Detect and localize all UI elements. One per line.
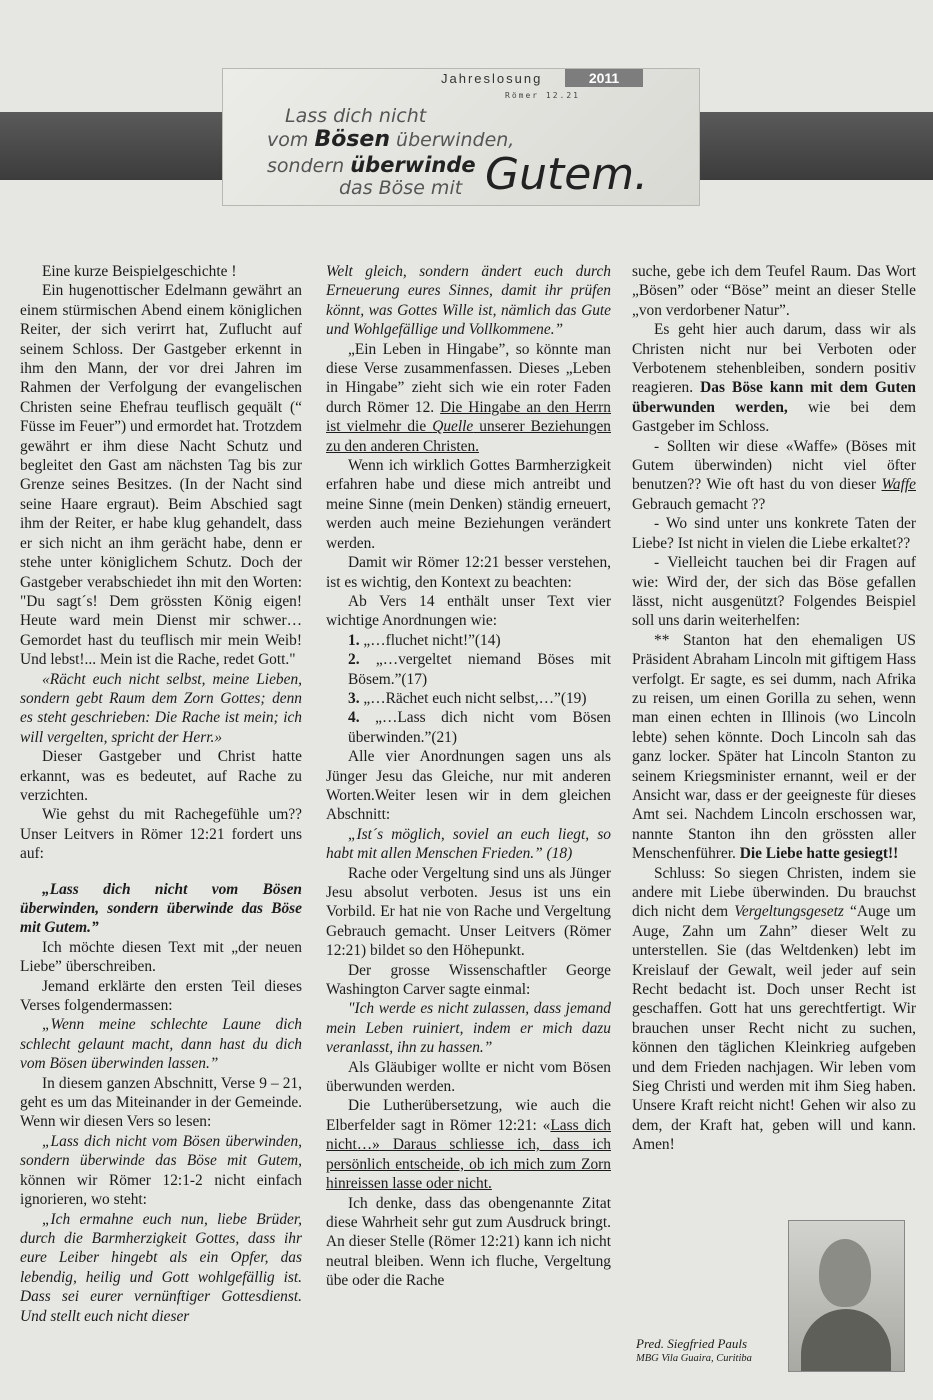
jahreslosung-label: Jahreslosung bbox=[441, 71, 543, 86]
quote: «Rächt euch nicht selbst, meine Lieben, sondern gebt Raum dem Zorn Gottes; denn es steht geschrieben: Die Rache ist mein; ich will vergelten, spricht der Herr.» bbox=[20, 670, 302, 746]
paragraph: - Sollten wir diese «Waffe» (Böses mit Gutem überwinden) nicht viel öfter benutzen?? Wie oft hast du von dieser Waffe Gebrauch gemacht ?? bbox=[632, 437, 916, 513]
author-photo bbox=[788, 1220, 905, 1372]
paragraph: Der grosse Wissenschaftler George Washington Carver sagte einmal: bbox=[326, 961, 611, 999]
paragraph: „Ein Leben in Hingabe”, so könnte man diese Verse zusammenfassen. Dieses „Leben in Hingabe” zieht sich wie ein roter Faden durch Römer 12. Die Hingabe an den Herrn ist vielmehr die Quelle unserer Beziehungen zu den anderen Christen. bbox=[326, 340, 611, 455]
motto-line-4: das Böse mit bbox=[339, 177, 463, 199]
header-band-right bbox=[700, 112, 933, 180]
year-badge: 2011 bbox=[565, 69, 643, 87]
paragraph: Es geht hier auch darum, dass wir als Christen nicht nur bei Verboten oder Verbotenem stehenbleiben, sondern positiv reagieren. Das Böse kann mit dem Guten überwunden werden, wie bei dem Gastgeber im Schloss. bbox=[632, 321, 916, 436]
motto-line-3: sondern überwinde bbox=[267, 153, 476, 177]
paragraph: - Vielleicht tauchen bei dir Fragen auf wie: Wird der, der sich das Böse gefallen lässt, nicht ausgenützt? Folgendes Beispiel soll uns darin weiterhelfen: bbox=[632, 554, 916, 630]
quote: "Ich werde es nicht zulassen, dass jemand mein Leben ruiniert, indem er mich dazu veranlasst, ihn zu hassen.” bbox=[326, 1000, 611, 1057]
paragraph: Rache oder Vergeltung sind uns als Jünger Jesu absolut verboten. Jesus ist uns ein Vorbild. Er hat nie von Rache und Vergeltung Gebrauch gemacht. Unser Leitvers (Römer 12:21) bildet so den Höhepunkt. bbox=[326, 864, 611, 960]
paragraph: Wenn ich wirklich Gottes Barmherzigkeit erfahren habe und diese mich antreibt und meine Sinne (mein Denken) ständig erneuert, werden auch meine Beziehungen verändert werden. bbox=[326, 457, 611, 552]
motto-line-1: Lass dich nicht bbox=[285, 105, 427, 127]
ordinance-list bbox=[326, 631, 611, 747]
paragraph: Ich möchte diesen Text mit „der neuen Liebe” überschreiben. bbox=[20, 938, 302, 976]
photo-head bbox=[819, 1239, 871, 1307]
quote: Welt gleich, sondern ändert euch durch Erneuerung eures Sinnes, damit ihr prüfen könnt, was Gottes Wille ist, nämlich das Gute und Wohlgefällige und Vollkommene.” bbox=[326, 263, 611, 339]
list-item: 2. „…vergeltet niemand Böses mit Bösem.”(17) bbox=[348, 651, 611, 688]
article-column-1 bbox=[20, 262, 302, 1326]
quote: „Ist´s möglich, soviel an euch liegt, so habt mit allen Menschen Frieden.” (18) bbox=[326, 825, 611, 863]
article-column-3 bbox=[632, 262, 916, 1155]
quote: „Ich ermahne euch nun, liebe Brüder, durch die Barmherzigkeit Gottes, dass ihr eure Leiber hingebt als ein Opfer, das lebendig, heilig und Gott wohlgefällig ist. Dass sei eurer vernünftiger Gottesdienst. Und stellt euch nicht dieser bbox=[20, 1210, 302, 1325]
motto-line-2: vom Bösen überwinden, bbox=[267, 127, 515, 152]
paragraph: Dieser Gastgeber und Christ hatte erkannt, was es bedeutet, auf Rache zu verzichten. bbox=[20, 748, 302, 804]
key-verse: „Lass dich nicht vom Bösen überwinden, sondern überwinde das Böse mit Gutem.” bbox=[20, 880, 302, 937]
paragraph: „Lass dich nicht vom Bösen überwinden, sondern überwinde das Böse mit Gutem, können wir Römer 12:1-2 nicht einfach ignorieren, wo steht: bbox=[20, 1132, 302, 1209]
paragraph: - Wo sind unter uns konkrete Taten der Liebe? Ist nicht in vielen die Liebe erkaltet?? bbox=[632, 515, 916, 552]
paragraph: Alle vier Anordnungen sagen uns als Jünger Jesu das Gleiche, nur mit anderen Worten.Weiter lesen wir in dem gleichen Abschnitt: bbox=[326, 748, 611, 824]
paragraph: Damit wir Römer 12:21 besser verstehen, ist es wichtig, den Kontext zu beachten: bbox=[326, 554, 611, 591]
paragraph: In diesem ganzen Abschnitt, Verse 9 – 21, geht es um das Miteinander in der Gemeinde. Wenn wir diesen Vers so lesen: bbox=[20, 1074, 302, 1131]
article-column-2 bbox=[326, 262, 611, 1291]
list-item: 3. „…Rächet euch nicht selbst,…”(19) bbox=[348, 689, 587, 707]
paragraph: Als Gläubiger wollte er nicht vom Bösen überwunden werden. bbox=[326, 1058, 611, 1096]
paragraph: Schluss: So siegen Christen, indem sie andere mit Liebe überwinden. Du brauchst dich nicht dem Vergeltungsgesetz “Auge um Auge, Zahn um Zahn” dieser Welt zu unterstellen. Sie (das Weltdenken) lebt im Kreislauf der Gewalt, weil jeder auf sein Recht bedacht ist. Doch unser Recht ist geschaffen. Gott hat uns gerechtfertigt. Wir brauchen unser Recht nicht zu suchen, können den täglichen Kleinkrieg aufgeben und dem Frieden nachjagen. Wir leben vom Sieg Christi und werden mit ihm Sieg haben. Unsere Kraft reicht nicht! Gehen wir also zu dem, der Kraft hat, geben will und kann. Amen! bbox=[632, 864, 917, 1154]
jahreslosung-banner bbox=[222, 68, 700, 206]
paragraph: Die Lutherübersetzung, wie auch die Elberfelder sagt in Römer 12:21: «Lass dich nicht…» Daraus schliesse ich, dass ich persönlich entscheide, ob ich mich zum Zorn hinreissen lasse oder nicht. bbox=[326, 1097, 611, 1193]
paragraph: Wie gehst du mit Rachegefühle um?? Unser Leitvers in Römer 12:21 fordert uns auf: bbox=[20, 806, 302, 863]
paragraph: ** Stanton hat den ehemaligen US Präsident Abraham Lincoln mit giftigem Hass verfolgt. Er sagte, es sei dumm, nach Afrika zu reisen, um einen Gorilla zu sehen, wenn man einen echten in Illinois (wo Lincoln lebte) sehen könnte. Doch Lincoln sah das ganz locker. Später hat Lincoln Stanton zu seinem Kriegsminister ernannt, weil er der Ansicht war, dass er der geeigneste für dieses Amt sei. Nachdem Lincoln erschossen war, nannte Stanton ihn den grössten aller Menschenführer. Die Liebe hatte gesiegt!! bbox=[632, 631, 916, 863]
motto-line-5: Gutem. bbox=[485, 149, 649, 200]
paragraph: Eine kurze Beispielgeschichte ! bbox=[42, 263, 237, 280]
bible-reference: Römer 12.21 bbox=[505, 91, 580, 100]
author-church: MBG Vila Guaira, Curitiba bbox=[636, 1353, 752, 1364]
paragraph: Jemand erklärte den ersten Teil dieses Verses folgendermassen: bbox=[20, 977, 302, 1015]
paragraph: suche, gebe ich dem Teufel Raum. Das Wort „Bösen” oder “Böse” meint an dieser Stelle „von verdorbener Natur”. bbox=[632, 263, 916, 319]
quote: „Wenn meine schlechte Laune dich schlecht gelaunt macht, dann hast du dich vom Bösen überwinden lassen.” bbox=[20, 1016, 302, 1073]
paragraph: Ich denke, dass das obengenannte Zitat diese Wahrheit sehr gut zum Ausdruck bringt. An dieser Stelle (Römer 12:21) kann ich nicht neutral bleiben. Wenn ich fluche, Vergeltung übe oder die Rache bbox=[326, 1194, 611, 1290]
list-item: 1. „…fluchet nicht!”(14) bbox=[348, 631, 501, 649]
paragraph: Ein hugenottischer Edelmann gewährt an einem stürmischen Abend einem königlichen Reiter, der sich verirrt hat, Zuflucht auf seinem Schloss. Der Gastgeber erkennt in ihm den Mann, der vor drei Jahren im Rahmen der Verfolgung der evangelischen Christen seine Ehefrau teuflisch gequält (“ Füsse im Feuer”) und ermordet hat. Trotzdem gewährt er ihm diese Nacht Schutz und begleitet den Gast am nächsten Tag bis zur Grenze seines Besitzes. (In der Nacht sind seine Haare ergraut). Beim Abschied sagt ihm der Reiter, er habe klug gehandelt, dass er sich nicht an ihm gerächt habe, denn er stehe unter königlichem Schutz. Doch der Gastgeber verabschiedet ihn mit den Worten: "Du sagt´s! Dem grössten König eigen! Heute ward mein Dienst mir schwer… Gemordet hast du teuflisch mir mein Weib! Und lebst!... Mein ist die Rache, redet Gott." bbox=[20, 282, 302, 669]
photo-body bbox=[801, 1309, 891, 1371]
author-name: Pred. Siegfried Pauls bbox=[636, 1336, 748, 1351]
header-band-left bbox=[0, 112, 222, 180]
list-item: 4. „…Lass dich nicht vom Bösen überwinden.”(21) bbox=[348, 709, 611, 746]
paragraph: Ab Vers 14 enthält unser Text vier wichtige Anordnungen wie: bbox=[326, 592, 611, 630]
